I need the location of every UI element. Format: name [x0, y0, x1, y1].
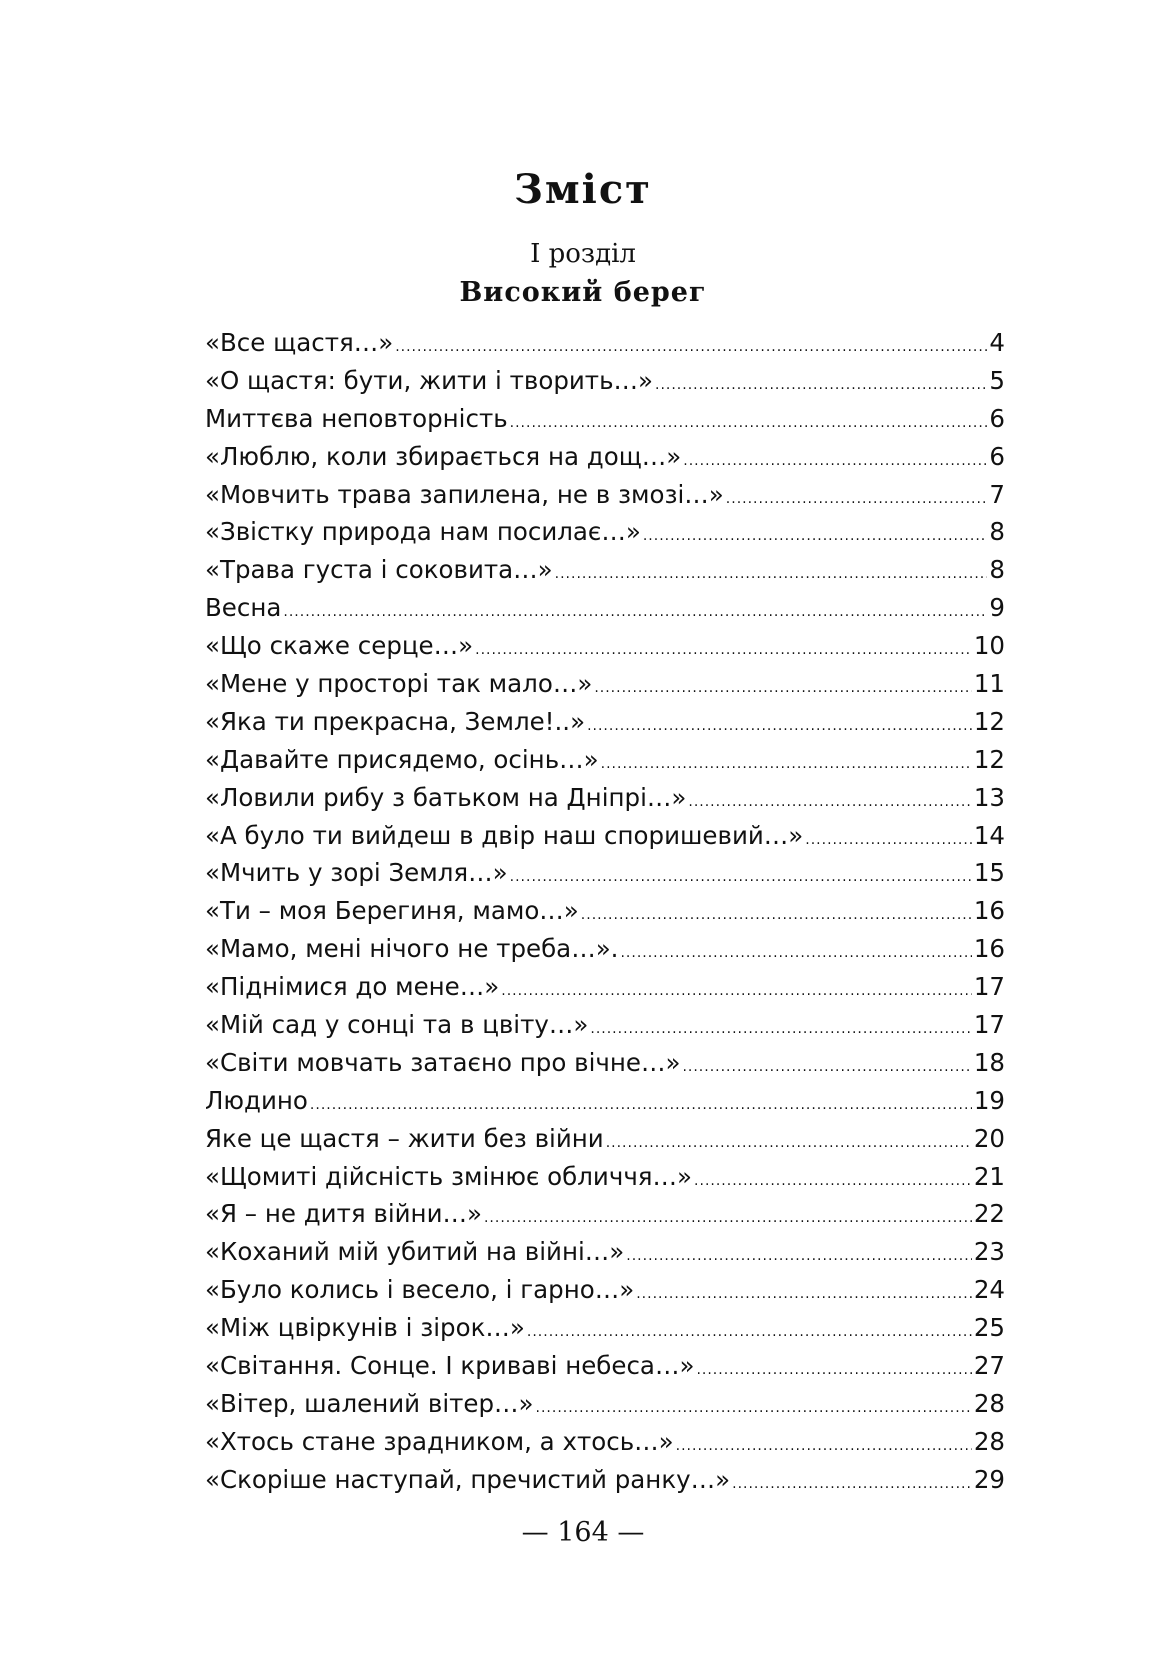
toc-entry-page: 17 — [973, 1010, 1005, 1040]
toc-entry-title: «О щастя: бути, жити і творить…» — [205, 365, 653, 395]
toc-entry-page: 29 — [973, 1464, 1005, 1494]
toc-entry-title: «А було ти вийдеш в двір наш споришевий…» — [205, 820, 804, 850]
toc-leader-dots — [587, 708, 972, 741]
toc-entry-title: «Світання. Сонце. І криваві небеса…» — [205, 1351, 695, 1381]
toc-entry-title: «Мене у просторі так мало…» — [205, 669, 593, 699]
toc-entry-page: 13 — [973, 782, 1005, 812]
toc-entry-page: 6 — [989, 441, 1005, 471]
toc-entry-title: Весна — [205, 593, 282, 623]
toc-leader-dots — [643, 518, 988, 551]
toc-entry-page: 20 — [973, 1123, 1005, 1153]
toc-entry-page: 14 — [973, 820, 1005, 850]
toc-leader-dots — [626, 1238, 972, 1271]
toc-entry — [205, 400, 1005, 438]
toc-entry-page: 18 — [973, 1047, 1005, 1077]
toc-entry — [205, 1385, 1005, 1423]
toc-entry-title: «Скоріше наступай, пречистий ранку…» — [205, 1464, 731, 1494]
toc-entry — [205, 1347, 1005, 1385]
toc-entry-page: 4 — [989, 328, 1005, 357]
toc-entry — [205, 362, 1005, 400]
toc-leader-dots — [606, 1125, 972, 1158]
toc-entry-page: 27 — [973, 1351, 1005, 1381]
toc-entry-title: «Люблю, коли збирається на дощ…» — [205, 441, 682, 471]
toc-entry-page: 28 — [973, 1388, 1005, 1418]
toc-entry — [205, 1309, 1005, 1347]
toc-entry-title: «Я – не дитя війни…» — [205, 1199, 482, 1229]
toc-leader-dots — [555, 556, 988, 589]
section-title: Високий берег — [459, 277, 707, 308]
toc-entry-title: «Ти – моя Берегиня, мамо…» — [205, 896, 579, 926]
toc-leader-dots — [683, 443, 987, 476]
toc-leader-dots — [694, 1163, 972, 1196]
toc-entry-page: 5 — [989, 365, 1005, 395]
toc-entry-title: «Все щастя…» — [205, 328, 394, 357]
toc-leader-dots — [395, 329, 987, 362]
toc-entry — [205, 968, 1005, 1006]
toc-entry-title: «Яка ти прекрасна, Земле!..» — [205, 706, 586, 736]
toc-entry-title: «Мчить у зорі Земля…» — [205, 858, 508, 888]
toc-entry — [205, 324, 1005, 362]
toc-entry-title: Миттєва неповторність — [205, 403, 508, 433]
toc-entry — [205, 551, 1005, 589]
toc-entry-title: «Між цвіркунів і зірок…» — [205, 1313, 525, 1343]
toc-leader-dots — [590, 1011, 971, 1044]
toc-entry-page: 10 — [973, 631, 1005, 661]
toc-entry — [205, 1233, 1005, 1271]
toc-entry — [205, 665, 1005, 703]
toc-entry-title: «Ловили рибу з батьком на Дніпрі…» — [205, 782, 687, 812]
section-label: І розділ — [530, 239, 636, 269]
toc-entry — [205, 703, 1005, 741]
toc-leader-dots — [636, 1276, 972, 1309]
toc-entry — [205, 779, 1005, 817]
toc-entry-page: 25 — [973, 1313, 1005, 1343]
toc-leader-dots — [484, 1200, 972, 1233]
toc-entry-page: 8 — [989, 555, 1005, 585]
toc-entry — [205, 438, 1005, 476]
toc-entry — [205, 817, 1005, 855]
toc-leader-dots — [501, 973, 972, 1006]
toc-leader-dots — [475, 632, 972, 665]
toc-entry — [205, 513, 1005, 551]
toc-entry — [205, 1461, 1005, 1499]
toc-entry-title: «Давайте присядемо, осінь…» — [205, 744, 599, 774]
toc-entry-page: 7 — [989, 479, 1005, 509]
toc-leader-dots — [726, 481, 988, 514]
toc-entry-page: 16 — [973, 934, 1005, 964]
toc-leader-dots — [620, 935, 971, 968]
toc-entry-title: «Хтось стане зрадником, а хтось…» — [205, 1426, 674, 1456]
toc-entry — [205, 854, 1005, 892]
toc-entry-page: 12 — [973, 744, 1005, 774]
toc-leader-dots — [527, 1314, 972, 1347]
toc-entry-title: Яке це щастя – жити без війни — [205, 1123, 604, 1153]
page-number: — 164 — — [521, 1517, 645, 1548]
toc-entry — [205, 1195, 1005, 1233]
toc-leader-dots — [688, 784, 971, 817]
toc-entry-title: «Коханий мій убитий на війні…» — [205, 1237, 625, 1267]
toc-leader-dots — [676, 1428, 972, 1461]
toc-leader-dots — [655, 367, 987, 400]
toc-leader-dots — [536, 1390, 972, 1423]
toc-entry — [205, 1044, 1005, 1082]
toc-entry-page: 9 — [989, 593, 1005, 623]
toc-entry — [205, 1082, 1005, 1120]
toc-entry — [205, 476, 1005, 514]
toc-entry — [205, 1423, 1005, 1461]
toc-entry — [205, 627, 1005, 665]
toc-entry — [205, 1158, 1005, 1196]
toc-leader-dots — [696, 1352, 971, 1385]
toc-entry-title: «Світи мовчать затаєно про вічне…» — [205, 1047, 681, 1077]
toc-entry-page: 16 — [973, 896, 1005, 926]
toc-leader-dots — [732, 1466, 972, 1499]
toc-entry — [205, 892, 1005, 930]
toc-entry-title: «Піднімися до мене…» — [205, 972, 500, 1002]
toc-entry — [205, 741, 1005, 779]
toc-leader-dots — [581, 897, 972, 930]
toc-entry-page: 6 — [989, 403, 1005, 433]
toc-entry-title: «Мій сад у сонці та в цвіту…» — [205, 1010, 589, 1040]
toc-entry-title: «Мамо, мені нічого не треба…». — [205, 934, 619, 964]
toc-entry-page: 11 — [973, 669, 1005, 699]
toc-entry-page: 17 — [973, 972, 1005, 1002]
toc-entry-title: «Щомиті дійсність змінює обличчя…» — [205, 1161, 693, 1191]
toc-entry-page: 8 — [989, 517, 1005, 547]
toc-entry-title: «Трава густа і соковита…» — [205, 555, 553, 585]
toc-leader-dots — [594, 670, 972, 703]
toc-entry-title: «Вітер, шалений вітер…» — [205, 1388, 534, 1418]
toc-leader-dots — [510, 405, 988, 438]
toc-entry-page: 22 — [973, 1199, 1005, 1229]
page-title: Зміст — [514, 166, 652, 213]
toc-entry — [205, 589, 1005, 627]
toc-entry-page: 19 — [973, 1085, 1005, 1115]
toc-entry-title: «Мовчить трава запилена, не в змозі…» — [205, 479, 724, 509]
toc-entry-page: 23 — [973, 1237, 1005, 1267]
toc-entry-title: «Звістку природа нам посилає…» — [205, 517, 641, 547]
toc-entry — [205, 1006, 1005, 1044]
toc-entry-page: 24 — [973, 1275, 1005, 1305]
toc-leader-dots — [805, 822, 972, 855]
toc-entry-page: 12 — [973, 706, 1005, 736]
toc-entry — [205, 1271, 1005, 1309]
toc-entry — [205, 1120, 1005, 1158]
toc-entry-page: 15 — [973, 858, 1005, 888]
toc-leader-dots — [310, 1087, 972, 1120]
toc-entry-title: Людино — [205, 1085, 308, 1115]
toc-leader-dots — [682, 1049, 971, 1082]
toc-leader-dots — [510, 859, 972, 892]
toc-leader-dots — [601, 746, 972, 779]
toc-entry-page: 21 — [973, 1161, 1005, 1191]
table-of-contents — [205, 324, 1005, 1499]
toc-entry — [205, 930, 1005, 968]
toc-entry-page: 28 — [973, 1426, 1005, 1456]
toc-leader-dots — [283, 594, 987, 627]
toc-entry-title: «Було колись і весело, і гарно…» — [205, 1275, 635, 1305]
toc-entry-title: «Що скаже серце…» — [205, 631, 474, 661]
